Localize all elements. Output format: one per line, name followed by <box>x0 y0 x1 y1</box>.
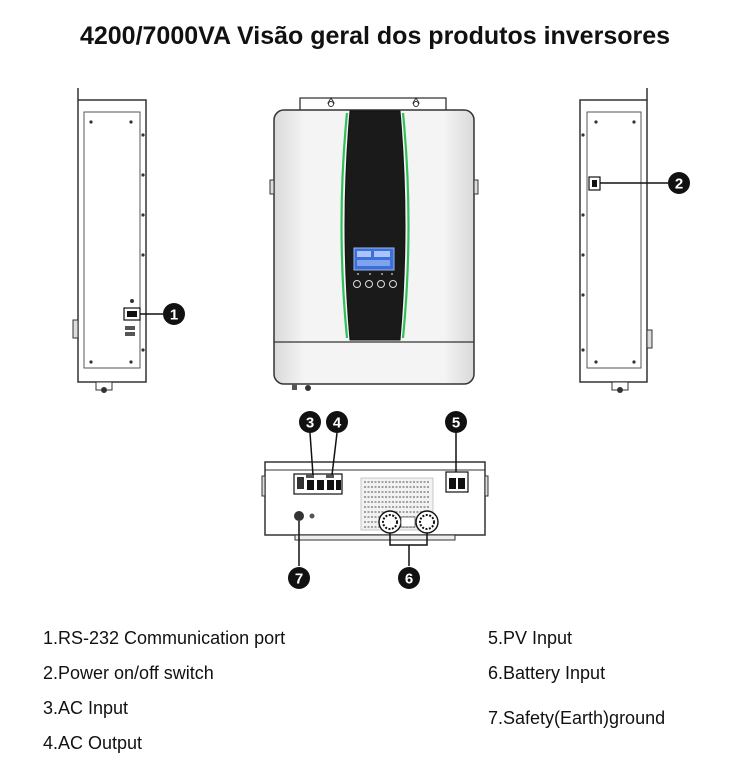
callout-label: 3 <box>305 414 315 432</box>
legend-item-battery-input: 6.Battery Input <box>488 663 606 683</box>
callout-label: 4 <box>332 414 342 432</box>
callout-7 <box>288 567 310 589</box>
callout-4 <box>326 411 348 433</box>
callout-6 <box>398 567 420 589</box>
callout-2 <box>668 172 690 194</box>
legend-item-rs232: 1.RS-232 Communication port <box>43 628 286 648</box>
left-side-view <box>73 88 163 393</box>
callout-label: 5 <box>451 414 461 432</box>
legend-item-ac-output: 4.AC Output <box>43 733 143 753</box>
callout-label: 6 <box>404 570 414 588</box>
callout-label: 2 <box>674 175 684 193</box>
callout-3 <box>299 411 321 433</box>
right-side-view <box>580 88 668 393</box>
legend-item-power-switch: 2.Power on/off switch <box>43 663 214 683</box>
legend-item-pv-input: 5.PV Input <box>488 628 573 648</box>
front-view <box>270 98 478 391</box>
callout-1 <box>163 303 185 325</box>
callout-label: 1 <box>169 306 179 324</box>
bottom-view <box>262 433 488 566</box>
ground-screw <box>294 511 304 521</box>
callout-5 <box>445 411 467 433</box>
page-title: 4200/7000VA Visão geral dos produtos inversores <box>79 22 671 50</box>
callout-label: 7 <box>294 570 304 588</box>
legend-item-ac-input: 3.AC Input <box>43 698 129 718</box>
legend-item-earth-ground: 7.Safety(Earth)ground <box>488 708 666 728</box>
